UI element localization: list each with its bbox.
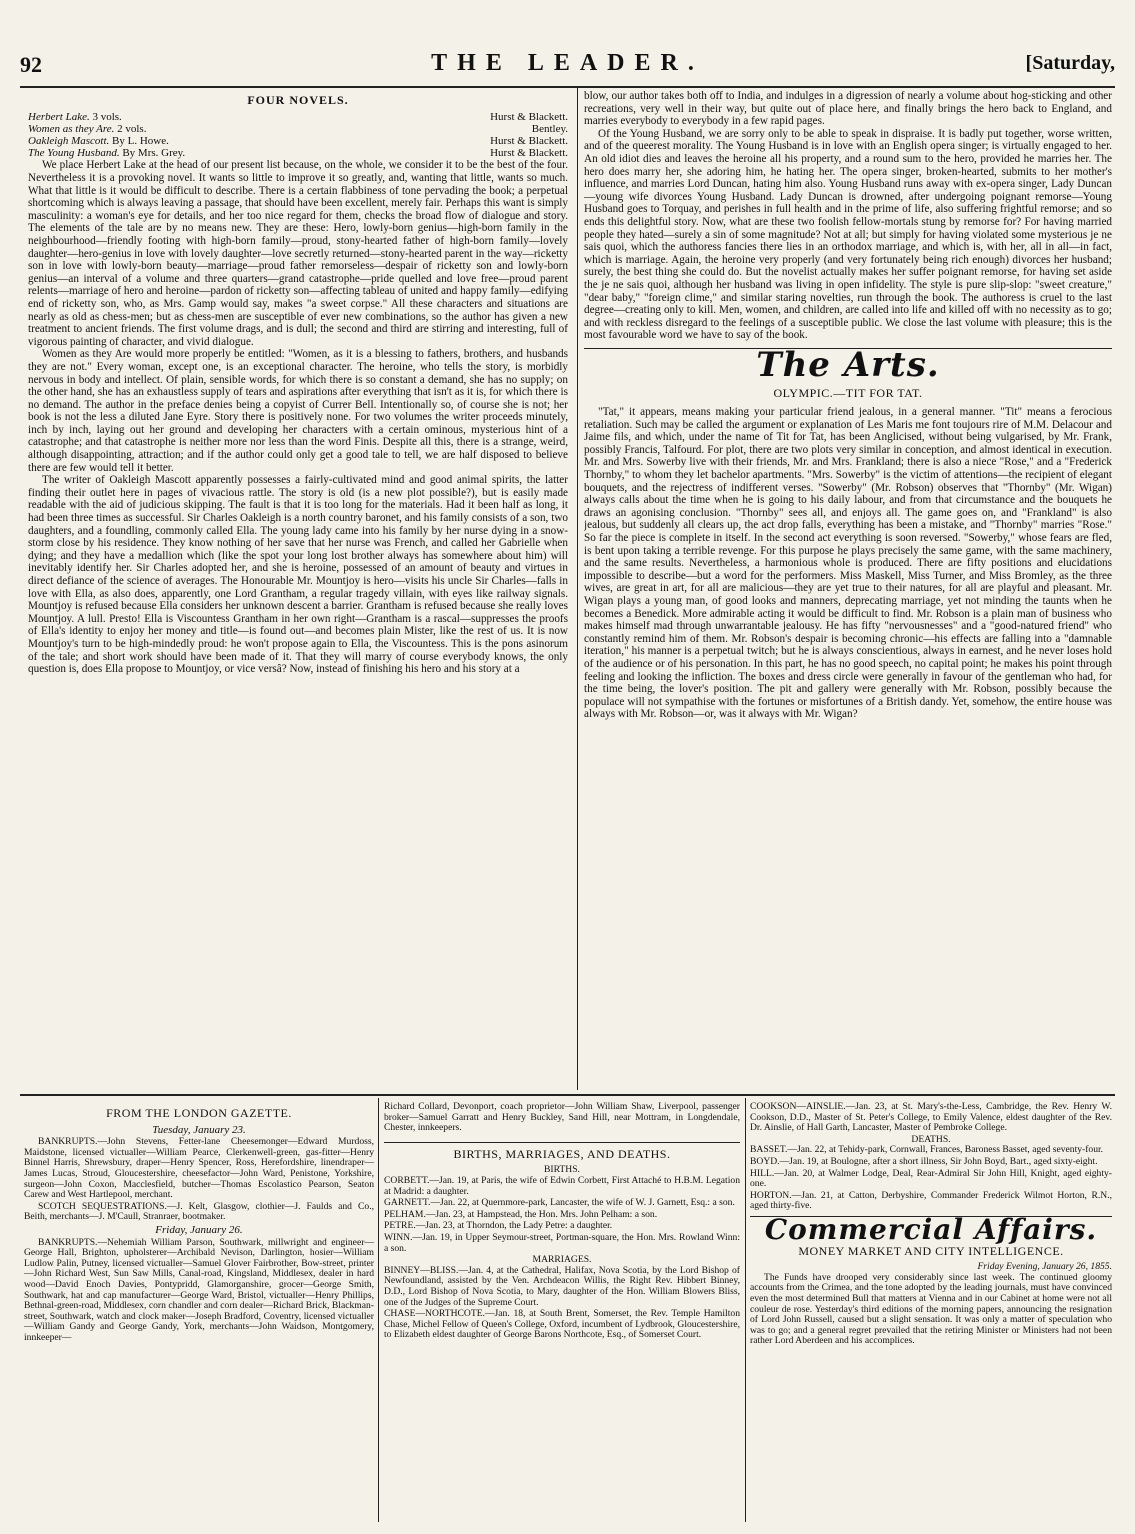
- book-entry: [28, 111, 568, 123]
- gazette-continuation: Richard Collard, Devonport, coach proprietor—John William Shaw, Liverpool, passenger broker—Samuel Garratt and Henry Buckley, Sand Hill, near Mottram, in Longdendale, Chester, innkeepers.: [384, 1102, 740, 1134]
- review-paragraph: The writer of Oakleigh Mascott apparently possesses a fairly-cultivated mind and good animal spirits, the latter finding their outlet here in pages of vivacious rattle. The story is old (is a new plot possible?), but is easily made readable with the aid of judicious skipping. The fault is that it is too long for the materials. Had it been half as long, it had been three times as successful. Sir Charles Oakleigh is a north country baronet, and his family consists of a son, two daughters, and a foundling, commonly called Ella. The young lady came into his family by her nurse dying in a snow-storm close by his residence. They know nothing of her save that her nurse was French, and called her Gabrielle when dying; and they have a medallion which (like the spot your long lost brother always has somewhere about him) will inevitably identify her. Sir Charles adopted her, and she is heroine, possessed of an amount of beauty and virtues in direct defiance of the science of averages. The Honourable Mr. Mountjoy is hero—visits his uncle Sir Charles—falls in love with Ella, as also does, apparently, one Lord Grantham, a regular tragedy villain, with eyes like railway signals. Mountjoy is refused because Ella considers her unknown descent a barrier. Grantham is refused because she really loves Mountjoy. A lull. Presto! Ella is Viscountess Grantham in her own right—Grantham is a rascal—suppresses the proofs of Ella's identity to enjoy her money and title—is found out—and becomes plain Mister, like the rest of us. It is now Mountjoy's turn to be high-mindedly proud: he won't propose again to Ella, the Viscountess. This is the pons asinorum of the tale; and short work should have been made of it. That they will marry of course everybody knows, the only question is, does Ella propose to Mountjoy, or vice versâ? Now, instead of finishing his hero and his story at a: [28, 474, 568, 676]
- money-market-dateline: Friday Evening, January 26, 1855.: [977, 1261, 1112, 1273]
- book-title: Oakleigh Mascott.: [28, 135, 110, 147]
- birth-entry: PELHAM.—Jan. 23, at Hampstead, the Hon. Mrs. John Pelham: a son.: [384, 1208, 658, 1220]
- four-novels-heading: FOUR NOVELS.: [247, 93, 349, 107]
- review-paragraph: Of the Young Husband, we are sorry only to be able to speak in dispraise. It is badly put together, worse written, and of the queerest morality. The Young Husband is in love with an English opera singer; is virtually engaged to her. An old idiot dies and leaves the heroine all his property, and a round sum to the hero, provided he marries her. The hero does marry her, she adoring him, he hating her. The opera singer, broken-hearted, submits to her mother's influence, and marries Lord Duncan, hating him also. Young Husband runs away with ex-opera singer, Lady Duncan—young wife divorces Young Husband. Lady Duncan is drowned, after undergoing poignant remorse—Young Husband goes to Torquay, and perishes in full health and in the prime of life, also suffering frightful remorse; and so ends this delightful story. Now, what are these two foolish fellow-mortals stung by remorse for? For having married people they hated—surely a sin of some magnitude? Not at all; but simply for having violated some mysterious je ne sais quoi, which the authoress fancies there lies in an orthodox marriage, and which is, with her, all in all—in fact, which is marriage. Again, the heroine very properly (and very fortunately being rich enough) divorces her husband; surely, the best thing she could do. But the novelist actually makes her suffer poignant remorse, for having set aside the je ne sais quoi, although her husband was living in open infidelity. The style is pure slip-slop: "sweet creature," "dear baby," "foreign clime," and similar staring novelties, run through the book. The authoress is cruel to the last degree—creating only to kill. Men, women, and children, are called into life and killed off with no necessity as to go; and with reckless disregard to the feelings of a susceptible public. We close the last volume with pleasure; this is the most favourable word we have to say of the book.: [584, 127, 1112, 342]
- book-publisher: Hurst & Blackett.: [490, 110, 568, 123]
- column-divider: [577, 88, 578, 1090]
- right-column: [584, 90, 1112, 1090]
- book-detail: 2 vols.: [117, 122, 147, 135]
- book-title: Women as they Are.: [28, 122, 115, 135]
- four-novels-column: [28, 92, 568, 1092]
- death-entry: HILL.—Jan. 20, at Walmer Lodge, Deal, Rear-Admiral Sir John Hill, Knight, aged eighty-one.: [750, 1167, 1112, 1190]
- commercial-section-title: Commercial Affairs.: [764, 1212, 1098, 1246]
- review-paragraph: Women as they Are would more properly be entitled: "Women, as it is a blessing to fathers, brothers, and husbands they are not." Every woman, except one, is an exceptional character. The heroine, who tells the story, is morbidly nervous in body and intellect. Of plain, sensible words, for which there is so constant a demand, she has no supply; on the other hand, she has an exhaustless supply of tears and aspirations after everything that isn't as it is, for which there is no demand. The author in the preface denies being a copyist of Currer Bell. Intentionally so, of course she is not; her book is not the less a diluted Jane Eyre. Story there is positively none. For two volumes the writer proceeds minutely, inch by inch, laying out her ground and developing her characters with a certain ominous, mysterious hint of a catastrophe; and that catastrophe is neither more nor less than the word Finis. Despite all this, there is a strange, weird, although disappointing, attraction; and if the author could only get a good tale to tell, we are half disposed to believe there are few would tell it better.: [28, 348, 568, 474]
- death-entry: HORTON.—Jan. 21, at Catton, Derbyshire, Commander Frederick Wilmot Horton, R.N., aged thirty-five.: [750, 1189, 1112, 1212]
- review-continuation: blow, our author takes both off to India, and indulges in a digression of nearly a volume about hog-sticking and other recreations, very well in their way, but quite out of place here, and finally brings the hero back to England, and marries everybody to everybody in a few rapid pages.: [584, 90, 1112, 128]
- arts-paragraph: "Tat," it appears, means making your particular friend jealous, in a general manner. "Tit" means a ferocious retaliation. Such may be called the argument or explanation of Les Maris me font toujours rire of M.M. Delacour and Jaime fils, and which, under the name of Tit for Tat, has been Anglicised, without being vulgarised, by Mr. Frank, possibly Francis, Talfourd. For plot, there are two plots very similar in conception, and almost identical in execution. Mr. and Mrs. Sowerby live with their friends, Mr. and Mrs. Frankland; there is also a niece "Rose," and a "Frederick Thornby," to whom they let bachelor apartments. "Mrs. Sowerby" is the victim of attentions—the recipient of elegant bouquets, and the rejectress of indifferent verses. "Sowerby" (Mr. Robson) observes that "Thornby" (Mr. Wigan) always calls about the time when he is going to his daily labour, and from that circumstance and the bouquets he draws an agonising conclusion. "Thornby" sees all, and enjoys all. The game goes on, and "Frankland" is also jealous, but suddenly all clears up, the act drop falls, everything has been a mistake, and "Thornby" marries "Rose." So far the piece is complete in itself. In the second act everything is soon reversed. "Sowerby," whose fears are fled, is bent upon taking a terrible revenge. For this purpose he plays precisely the same game, with the same machinery, and the same results. Nevertheless, a harmonious whole is produced. There are fifty positions and elucidations impossible to describe—but a word for the performers. Miss Maskell, Miss Turner, and Miss Bromley, as the three wives, are great in art, for all are malicious—they are yet true to their natures, for all are playful and pleasant. Mr. Wigan plays a young man, of good looks and manners, deprecating marriage, yet not minding the taunts when he becomes a Benedick. More admirable acting it would be difficult to find. Mr. Robson is a plain man of business who makes himself mad through unwarrantable jealousy. He has fifty "nervousnesses" and a "good-natured friend" who constantly remind him of them. Mr. Robson's despair is becoming chronic—his effects are falling into a "damnable iteration," his manner is a perpetual twitch; but he is always conscientious, always in earnest, and he never loses hold of the audience or of his personation. In this part, he has no good speech, no capital point; he makes his point through feeling and looking the infliction. The boxes and dress circle were generally in favour of the gentleman who had, for the time being, the lover's position. The pit and gallery were generally with Mr. Robson, possibly because the populace will not sympathise with the fortunes or misfortunes of a British dandy. Yet, somehow, the entire house was always with Mr. Robson—or, was it always with Mr. Wigan?: [584, 406, 1112, 721]
- birth-entry: WINN.—Jan. 19, in Upper Seymour-street, Portman-square, the Hon. Mrs. Rowland Winn: a son.: [384, 1231, 740, 1254]
- birth-entry: GARNETT.—Jan. 22, at Quernmore-park, Lancaster, the wife of W. J. Garnett, Esq.: a son.: [384, 1197, 735, 1209]
- book-entry: [28, 135, 568, 147]
- book-publisher: Bentley.: [531, 122, 568, 135]
- section-rule: [384, 1142, 740, 1143]
- death-entry: BOYD.—Jan. 19, at Boulogne, after a short illness, Sir John Boyd, Bart., aged sixty-eight.: [750, 1155, 1098, 1167]
- column-divider: [378, 1098, 379, 1522]
- book-entry: [28, 123, 568, 135]
- gazette-date: Friday, January 26.: [155, 1223, 243, 1236]
- day-label: [Saturday,: [1025, 52, 1115, 74]
- marriage-entry: BINNEY—BLISS.—Jan. 4, at the Cathedral, Halifax, Nova Scotia, by the Lord Bishop of Newfoundland, assisted by the Ven. Archdeacon Willis, the Right Rev. Hibbert Binney, D.D., Lord Bishop of Nova Scotia, to Mary, daughter of the Hon. William Blowers Bliss, one of the Judges of the Supreme Court.: [384, 1264, 740, 1308]
- birth-entry: PETRE.—Jan. 23, at Thorndon, the Lady Petre: a daughter.: [384, 1220, 613, 1232]
- masthead: [20, 42, 1115, 82]
- death-entry: BASSET.—Jan. 22, at Tehidy-park, Cornwall, Frances, Baroness Basset, aged seventy-four.: [750, 1144, 1104, 1156]
- book-detail: 3 vols.: [92, 110, 122, 123]
- marriage-entry: COOKSON—AINSLIE.—Jan. 23, at St. Mary's-the-Less, Cambridge, the Rev. Henry W. Cookson, D.D., Master of St. Peter's College, to Emily Valence, eldest daughter of the Rev. Dr. Ainslie, of Hall Garth, Lancaster, Master of Pembroke College.: [750, 1102, 1112, 1134]
- book-title: Herbert Lake.: [28, 110, 90, 123]
- bmd-heading: BIRTHS, MARRIAGES, AND DEATHS.: [453, 1146, 671, 1161]
- gazette-column: [24, 1102, 374, 1522]
- book-publisher: Hurst & Blackett.: [490, 147, 568, 160]
- birth-entry: CORBETT.—Jan. 19, at Paris, the wife of Edwin Corbett, First Attaché to H.B.M. Legation at Madrid: a daughter.: [384, 1174, 740, 1197]
- commercial-column: [750, 1102, 1112, 1522]
- review-paragraph: We place Herbert Lake at the head of our present list because, on the whole, we consider it to be the best of the four. Nevertheless it is a provoking novel. It wants so little to improve it so greatly, and, wanting that little, wants so much. What that little is it would be difficult to describe. There is a certain flabbiness of tone pervading the book; a perpetual shortcoming which is always leaving a passage, that should have been excellent, merely fair. Perhaps this want is simply masculinity: a woman's eye for details, and her too nice regard for them, checks the broad flow of dialogue and story. The elements of the tale are by no means new. They are these: Hero, lowly-born genius—high-born family in the neighbourhood—friendly footing with high-born family—proud, stony-hearted father of high-born family—lovely daughter—hero-genius in love with lovely daughter—love secretly returned—stony-hearted parent in the way—ricketty son in love with lowly-born beauty—marriage—proud father remorseless—despair of ricketty son and lowly-born genius—an interval of a volume and three quarters—grand catastrophe—pride quelled and love free—proud parent relents—marriage of hero and heroine—pardon of ricketty son—affecting tableau of united and happy family—edifying end of ricketty son, who, as Mrs. Gamp would say, makes "a sweet corpse." All these characters and situations are nearly as old as chess-men; but as chess-men are susceptible of ever new combinations, so the author has given a new treatment to ancient friends. The first volume drags, and is dull; the second and third are stirring and interesting, full of vigorous painting of character, and vivid dialogue.: [28, 159, 568, 348]
- gazette-date: Tuesday, January 23.: [152, 1123, 246, 1136]
- newspaper-title: THE LEADER.: [431, 50, 704, 76]
- book-entry: [28, 147, 568, 159]
- deaths-label: DEATHS.: [911, 1133, 951, 1145]
- scotch-sequestrations: SCOTCH SEQUESTRATIONS.—J. Kelt, Glasgow, clothier—J. Faulds and Co., Beith, merchants—J. M'Caull, Stranraer, bootmaker.: [24, 1200, 374, 1223]
- bmd-column: [384, 1102, 740, 1522]
- page-number: 92: [20, 52, 42, 77]
- marriages-label: MARRIAGES.: [532, 1254, 592, 1266]
- births-label: BIRTHS.: [544, 1164, 580, 1176]
- book-title: The Young Husband.: [28, 147, 120, 160]
- bankrupts-list: BANKRUPTS.—John Stevens, Fetter-lane Cheesemonger—Edward Murdoss, Maidstone, licensed victualler—William Pearce, Clerkenwell-green, gas-fitter—Henry Binnel Harris, Shrewsbury, draper—Henry Spencer, Ross, Herefordshire, linendraper—James Lucas, Stroud, Gloucestershire, cheesefactor—John Ward, Penistone, Yorkshire, surgeon—John Coxon, Macclesfield, butcher—Thomas Escolastico Pearson, Seaton Carew and West Hartlepool, merchant.: [24, 1136, 374, 1201]
- book-detail: By L. Howe.: [112, 135, 169, 147]
- arts-heading: OLYMPIC.—TIT FOR TAT.: [773, 386, 923, 401]
- money-market-text: The Funds have drooped very considerably since last week. The continued gloomy accounts from the Crimea, and the tone adopted by the leading journals, must have convinced even the most determined Bull that matters at Vienna and in our Cabinet at home were not all couleur de rose. Yesterday's third editions of the morning papers, announcing the resignation of Lord John Russell, caused but a slight sensation. It was only a matter of speculation who was to go; and a general regret prevailed that the retiring Minister or Ministers had not been rather Lord Aberdeen and his accomplices.: [750, 1271, 1112, 1347]
- bankrupts-list: BANKRUPTS.—Nehemiah William Parson, Southwark, millwright and engineer—George Hall, Brighton, upholsterer—Archibald Nevison, Darlington, hosier—William Ludlow Palin, Putney, licensed victualler—Samuel Glover Fairbrother, Bow-street, printer—John Richard West, Sun Saw Mills, Canal-road, Kingsland, Middlesex, dealer in hard wood—David Enoch Davies, Pontypridd, Glamorganshire, grocer—George Smith, Southwark, hat and cap manufacturer—George Ward, Bristol, victualler—Henry Phillips, Bethnal-green-road, Middlesex, corn chandler and corn dealer—Richard Brick, Blackman-street, Southwark, watch and clock maker—Joseph Bradford, Coventry, licensed victualler—William Gandy and George Gandy, York, merchants—John Waidson, Montgomery, innkeeper—: [24, 1236, 374, 1343]
- masthead-rule: [20, 86, 1115, 88]
- book-publisher: Hurst & Blackett.: [490, 135, 568, 147]
- gazette-heading: FROM THE LONDON GAZETTE.: [106, 1106, 292, 1120]
- column-divider: [745, 1098, 746, 1522]
- book-detail: By Mrs. Grey.: [122, 147, 186, 160]
- bottom-section-rule: [20, 1094, 1115, 1096]
- arts-section-title: The Arts.: [756, 344, 940, 385]
- money-market-heading: MONEY MARKET AND CITY INTELLIGENCE.: [798, 1243, 1064, 1258]
- marriage-entry: CHASE—NORTHCOTE.—Jan. 18, at South Brent, Somerset, the Rev. Temple Hamilton Chase, Michel Fellow of Queen's College, Oxford, incumbent of Lydbrook, Gloucestershire, to Elizabeth eldest daughter of George Barons Northcote, Esq., of Somerset Court.: [384, 1308, 740, 1341]
